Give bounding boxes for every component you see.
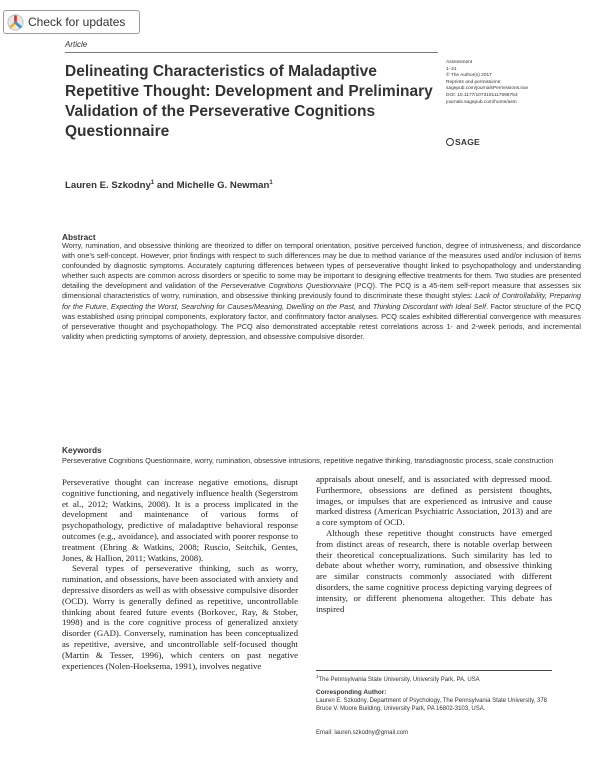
- meta-doi-link[interactable]: DOI: 10.1177/1073191117698753: [446, 92, 518, 98]
- body-paragraph: Although these repetitive thought constructs have emerged from distinct areas of research, there is notable overlap between their theoretical conceptualizations. Such similarity has led to debate about whether worry, rumination, and obsessive thinking are similar constructs commonly associated with different disorders, the same cognitive process depicting varying degrees of intensity, or different phenomena altogether. This debate has inspired: [316, 527, 552, 614]
- author-name: Michelle G. Newman: [176, 180, 270, 192]
- body-paragraph: Several types of perseverative thinking, such as worry, rumination, and obsessions, have been associated with anxiety and depressive disorders as well as with obsessive compulsive disorder (OCD). Worry is generally defined as repetitive, uncontrollable thinking about feared future events (Borkovec, Ray, & Stober, 1998) and is the core cognitive process of generalized anxiety disorder (GAD). Conversely, rumination has been conceptualized as repetitive, aversive, and uncontrollable self-focused thought (Martin & Tesser, 1996), which centers on past negative experiences (Nolen-Hoeksema, 1991), involves negative: [62, 563, 298, 671]
- meta-journal: Assessment: [446, 60, 473, 65]
- abstract-text-part: and: [355, 301, 373, 311]
- abstract-text: [62, 241, 581, 342]
- keywords-text: Perseverative Cognitions Questionnaire, worry, rumination, obsessive intrusions, repetitive negative thinking, transdiagnostic process, scale construction: [62, 456, 554, 465]
- publisher-name: SAGE: [455, 137, 480, 147]
- meta-permissions-link[interactable]: sagepub.com/journalsPermissions.nav: [446, 86, 529, 92]
- affiliation-mark: 1: [316, 674, 319, 679]
- affiliation-text: The Pennsylvania State University, University Park, PA, USA: [318, 677, 480, 683]
- meta-copyright: © The Author(s) 2017: [446, 73, 492, 79]
- abstract-dimensions: Lack of Controllability, Preparing for the Future, Expecting the Worst, Searching for Causes/Meaning, Dwelling on the Past,: [62, 291, 581, 311]
- publisher-logo: [446, 137, 480, 147]
- body-column-right: [316, 474, 552, 614]
- sage-logo-icon: [446, 138, 454, 146]
- article-type-label: Article: [65, 40, 88, 49]
- keywords-heading: Keywords: [62, 445, 102, 455]
- check-for-updates-label: Check for updates: [28, 15, 126, 29]
- abstract-measure-name: Perseverative Cognitions Questionnaire: [220, 281, 352, 291]
- article-title: Delineating Characteristics of Maladaptive Repetitive Thought: Development and Preliminary Validation of the Perseverative Cognitions Questionnaire: [65, 63, 433, 140]
- author-affiliation-mark: 1: [150, 180, 155, 186]
- meta-journal-link[interactable]: journals.sagepub.com/home/asm: [446, 99, 517, 105]
- meta-reprints: Reprints and permissions:: [446, 79, 502, 85]
- corresponding-author-email[interactable]: Email: lauren.szkodny@gmail.com: [316, 730, 409, 736]
- abstract-heading: Abstract: [62, 232, 96, 242]
- author-affiliation-mark: 1: [269, 180, 273, 186]
- abstract-text-part: (PCQ). The PCQ is a 45-item self-report measure that assesses six dimensional characteristics of worry, rumination, and obsessive thinking previously found to discriminate these thought styles:: [62, 281, 582, 301]
- body-paragraph: Perseverative thought can increase negative emotions, disrupt cognitive functioning, and negatively influence health (Segerstrom et al., 2012; Watkins, 2008). It is a process implicated in the development and maintenance of various forms of psychopathology, predictive of maladaptive behavioral response outcomes (e.g., avoidance), and associated with poorer response to treatment (Ehring & Watkins, 2008; Ruscio, Seitchik, Gentes, Jones, & Hallion, 2011; Watkins, 2008).: [62, 477, 298, 563]
- body-paragraph: appraisals about oneself, and is associated with depressed mood. Furthermore, obsessions are defined as persistent thoughts, images, or impulses that are experienced as intrusive and cause marked distress (American Psychiatric Association, 2013) and are a core symptom of OCD.: [316, 474, 552, 528]
- check-for-updates-button[interactable]: [3, 10, 140, 34]
- header-divider: [65, 52, 438, 53]
- body-column-left: [62, 477, 298, 671]
- author-joiner: and: [154, 180, 177, 192]
- affiliation-footnote: [316, 674, 480, 683]
- crossmark-icon: [4, 11, 26, 33]
- abstract-text-part: Worry, rumination, and obsessive thinking are theorized to differ on temporal orientation, positive perceived function, degree of intrusiveness, and discordance with one’s self-concept. However, prior findings with respect to such differences may be due to method variance of the measures used and/or inclusion of items confounded by diagnostic symptoms. Accurately capturing differences between types of perseverative thought linked to psychopathology and understanding whether such aspects are common across disorders or specific to some may be important to designing effective treatments for them. Two studies are presented detailing the development and validation of the: [62, 241, 581, 291]
- footnote-divider: [316, 670, 552, 671]
- meta-pages: 1–21: [446, 66, 457, 72]
- abstract-text-part: . Factor structure of the PCQ was established using principal components, exploratory factor, and confirmatory factor analyses. PCQ scales exhibited differential convergence with measures of perseverative thought and psychopathology. The PCQ also demonstrated acceptable retest correlations across 1- and 2-week periods, and incremental validity when predicting symptoms of anxiety, depression, and obsessive compulsive disorder.: [62, 301, 582, 341]
- corresponding-author-heading: Corresponding Author:: [316, 689, 387, 696]
- author-name: Lauren E. Szkodny: [65, 180, 151, 192]
- corresponding-author-address: Lauren E. Szkodny, Department of Psychology, The Pennsylvania State University, 378 Bruce V. Moore Building, University Park, PA 16802-3103, USA.: [316, 698, 548, 712]
- abstract-dimension: Thinking Discordant with Ideal Self: [372, 301, 487, 311]
- author-list: [65, 180, 273, 191]
- journal-metadata: [446, 60, 591, 106]
